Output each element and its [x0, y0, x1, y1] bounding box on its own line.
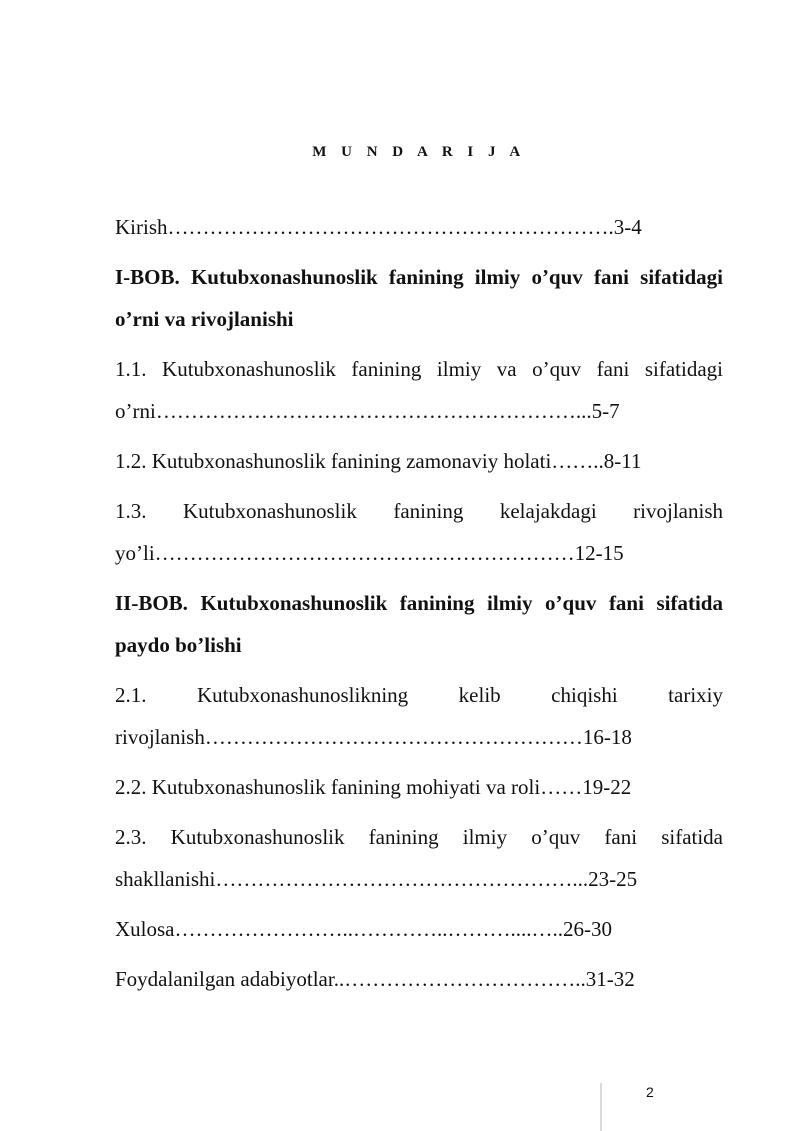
toc-entry-1-3: 1.3. Kutubxonashunoslik fanining kelajakdagi rivojlanish yo’li……………………………………………………12-15 — [115, 499, 723, 565]
toc-entry-introduction: Kirish……………………………………………………….3-4 — [115, 215, 642, 239]
toc-entry-conclusion: Xulosa……………………..…………..………....…..26-30 — [115, 917, 612, 941]
toc-entry-2-2: 2.2. Kutubxonashunoslik fanining mohiyati va roli……19-22 — [115, 775, 632, 799]
toc-entry-2-1: 2.1. Kutubxonashunoslikning kelib chiqishi tarixiy rivojlanish………………………………………………16-18 — [115, 683, 723, 749]
toc-title: M U N D A R I J A — [312, 144, 526, 160]
toc-entry-1-2: 1.2. Kutubxonashunoslik fanining zamonaviy holati……..8-11 — [115, 449, 642, 473]
toc-entry-1-1: 1.1. Kutubxonashunoslik fanining ilmiy va o’quv fani sifatidagi o’rni……………………………………………………...5-7 — [115, 357, 723, 423]
page-number: 2 — [646, 1084, 654, 1100]
page-margin-rule — [600, 1083, 602, 1131]
toc-entry-references: Foydalanilgan adabiyotlar..……………………………..31-32 — [115, 967, 635, 991]
toc-entry-2-3: 2.3. Kutubxonashunoslik fanining ilmiy o’quv fani sifatida shakllanishi……………………………………………...23-25 — [115, 825, 723, 891]
toc-chapter-2-heading: II-BOB. Kutubxonashunoslik fanining ilmiy o’quv fani sifatida paydo bo’lishi — [115, 591, 723, 657]
toc-chapter-1-heading: I-BOB. Kutubxonashunoslik fanining ilmiy o’quv fani sifatidagi o’rni va rivojlanishi — [115, 265, 723, 331]
table-of-contents — [115, 206, 723, 1008]
